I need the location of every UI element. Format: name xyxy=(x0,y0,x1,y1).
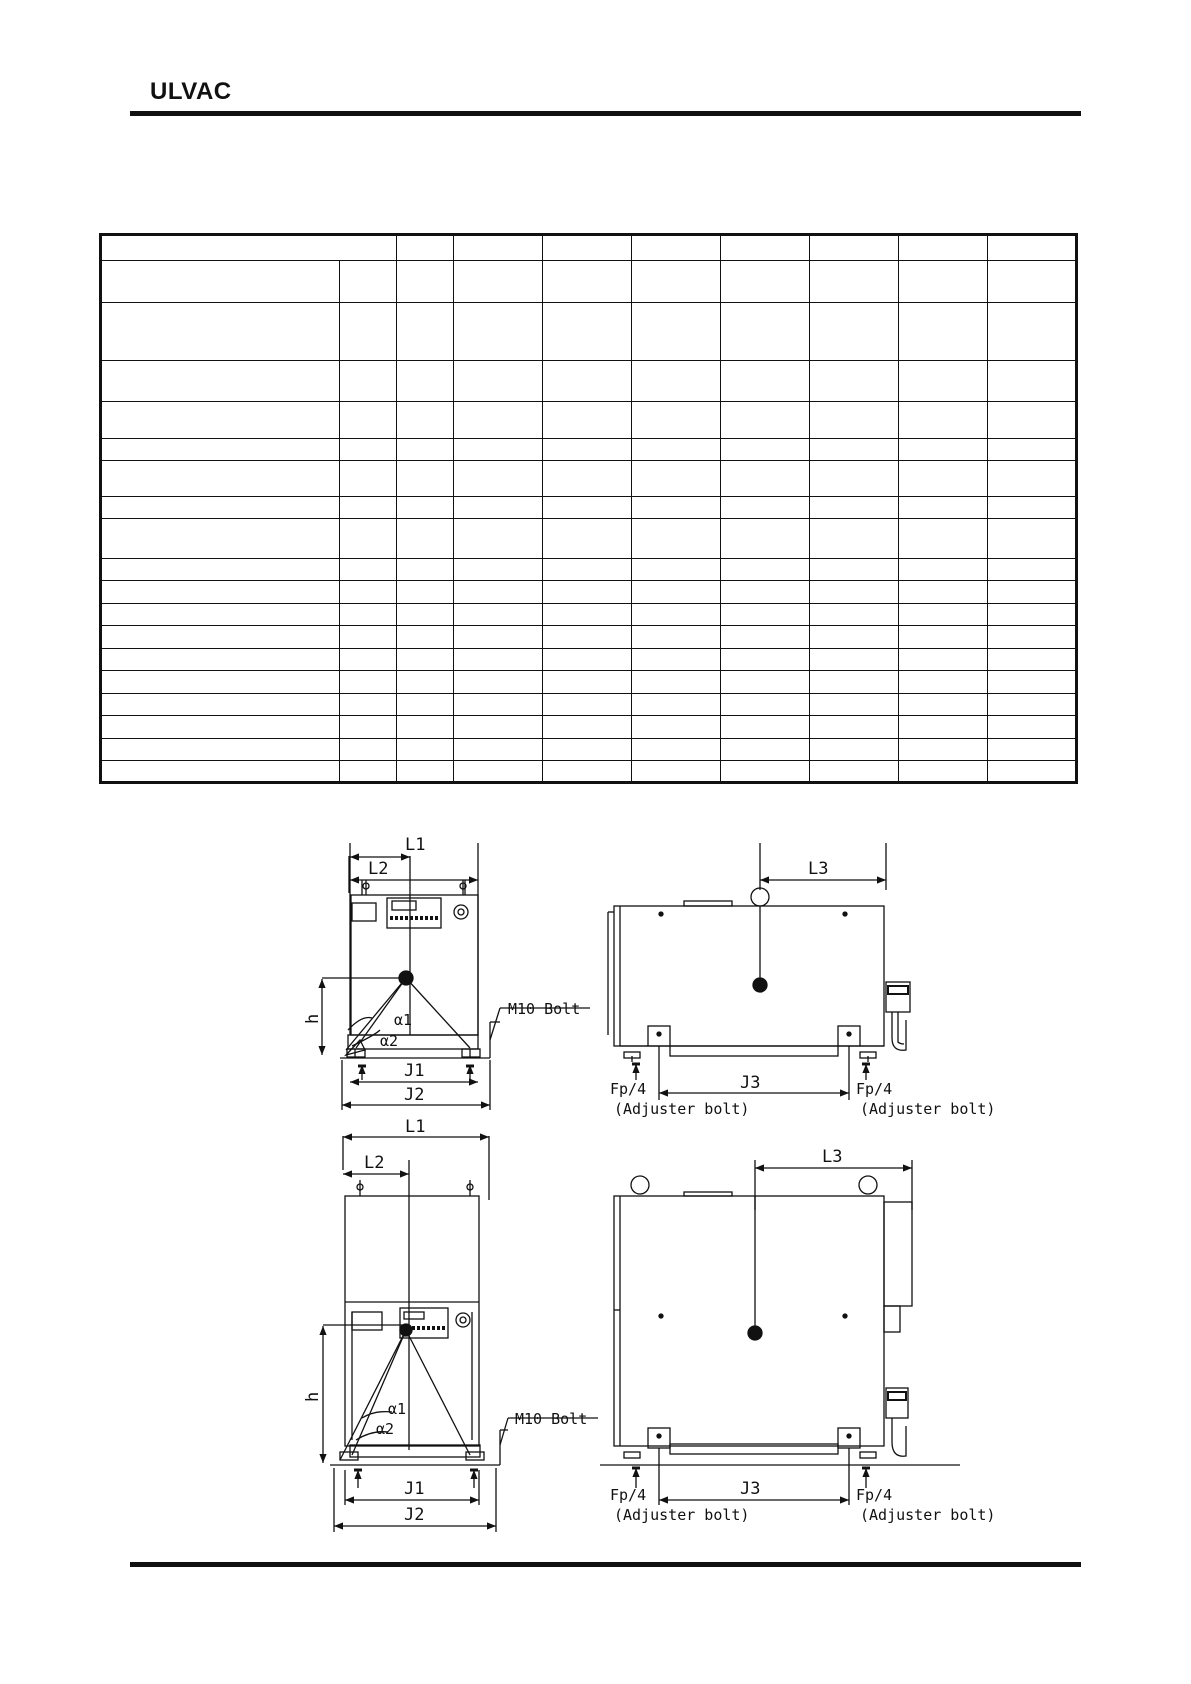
dim-label-alpha1: α1 xyxy=(388,1400,407,1418)
fp-label: Fp/4 xyxy=(856,1080,893,1098)
footer-rule xyxy=(130,1562,1081,1567)
fp-label: Fp/4 xyxy=(856,1486,893,1504)
small-pump-front-view xyxy=(322,843,590,1110)
dim-label-l3: L3 xyxy=(808,859,829,879)
dim-label-j3: J3 xyxy=(740,1073,761,1093)
small-pump-side-view xyxy=(608,843,910,1100)
dim-label-h: h xyxy=(303,1013,323,1024)
adjuster-label: (Adjuster bolt) xyxy=(860,1506,996,1524)
adjuster-label: (Adjuster bolt) xyxy=(614,1100,750,1118)
fp-label: Fp/4 xyxy=(610,1080,647,1098)
dim-label-l2: L2 xyxy=(368,859,389,879)
dim-label-j1: J1 xyxy=(404,1479,425,1499)
dim-label-j2: J2 xyxy=(404,1085,425,1105)
dim-label-l1: L1 xyxy=(405,835,426,855)
large-pump-side-view xyxy=(600,1160,960,1505)
dim-label-j2: J2 xyxy=(404,1505,425,1525)
dim-label-l3: L3 xyxy=(822,1147,843,1167)
dim-label-j3: J3 xyxy=(740,1479,761,1499)
dim-label-l1: L1 xyxy=(405,1117,426,1137)
dim-label-l2: L2 xyxy=(364,1153,385,1173)
bolt-label: M10 Bolt xyxy=(508,1000,581,1018)
dim-label-j1: J1 xyxy=(404,1061,425,1081)
adjuster-label: (Adjuster bolt) xyxy=(614,1506,750,1524)
dim-label-alpha2: α2 xyxy=(376,1420,395,1438)
ulvac-logo: ULVAC xyxy=(150,78,232,105)
bolt-label: M10 Bolt xyxy=(515,1410,588,1428)
adjuster-label: (Adjuster bolt) xyxy=(860,1100,996,1118)
dim-label-h: h xyxy=(303,1391,323,1402)
dim-label-alpha1: α1 xyxy=(394,1011,413,1029)
dim-label-alpha2: α2 xyxy=(380,1032,399,1050)
large-pump-front-view xyxy=(323,1136,598,1532)
fp-label: Fp/4 xyxy=(610,1486,647,1504)
